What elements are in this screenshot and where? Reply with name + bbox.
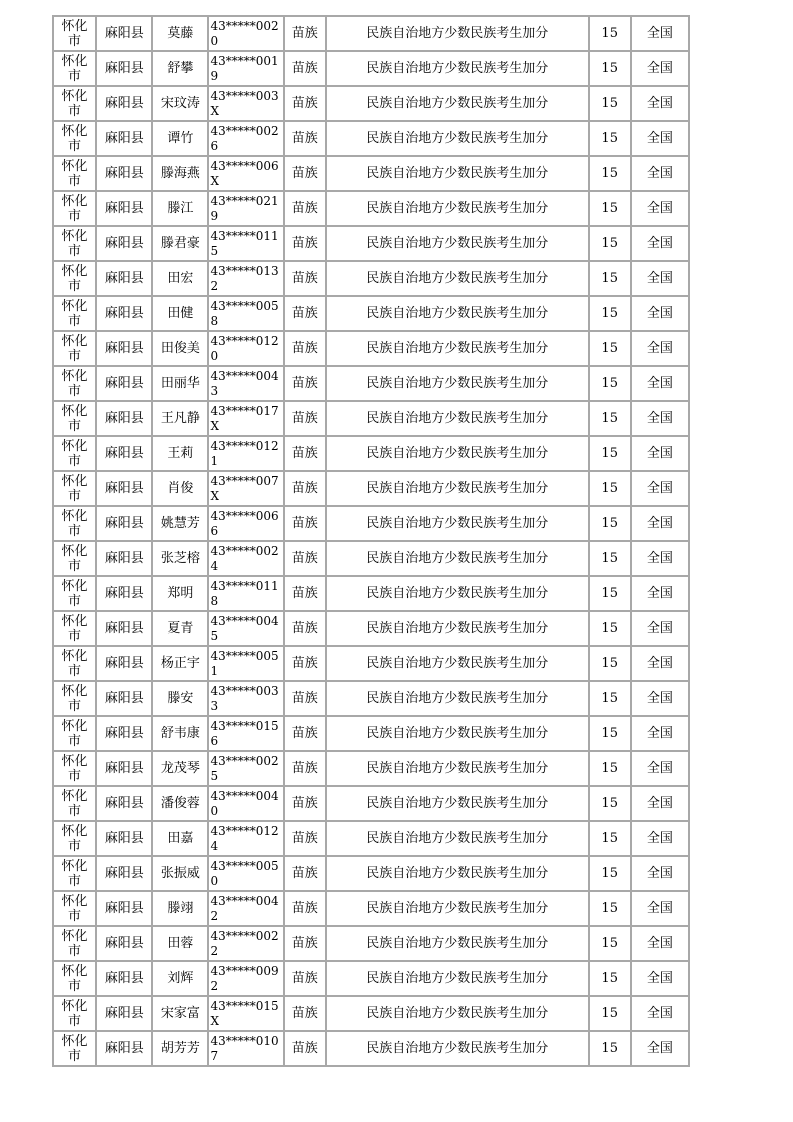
policy-cell: 民族自治地方少数民族考生加分 <box>327 87 590 122</box>
id-number-cell: 43*****007X <box>209 472 284 507</box>
ethnicity-cell: 苗族 <box>285 542 327 577</box>
bonus-score-cell: 15 <box>590 857 632 892</box>
scope-cell: 全国 <box>632 402 690 437</box>
scope-cell: 全国 <box>632 927 690 962</box>
county-cell: 麻阳县 <box>97 857 153 892</box>
ethnicity-cell: 苗族 <box>285 752 327 787</box>
bonus-score-cell: 15 <box>590 157 632 192</box>
ethnicity-cell: 苗族 <box>285 822 327 857</box>
table-row <box>54 542 690 577</box>
name-cell: 夏青 <box>153 612 209 647</box>
name-cell: 刘辉 <box>153 962 209 997</box>
bonus-score-cell: 15 <box>590 787 632 822</box>
scope-cell: 全国 <box>632 892 690 927</box>
county-cell: 麻阳县 <box>97 787 153 822</box>
ethnicity-cell: 苗族 <box>285 612 327 647</box>
id-number-cell: 43*****017X <box>209 402 284 437</box>
policy-cell: 民族自治地方少数民族考生加分 <box>327 857 590 892</box>
county-cell: 麻阳县 <box>97 1032 153 1067</box>
bonus-score-cell: 15 <box>590 822 632 857</box>
table-row <box>54 857 690 892</box>
policy-cell: 民族自治地方少数民族考生加分 <box>327 507 590 542</box>
scope-cell: 全国 <box>632 332 690 367</box>
bonus-score-cell: 15 <box>590 87 632 122</box>
id-number-cell: 43*****003X <box>209 87 284 122</box>
id-number-cell: 43*****0066 <box>209 507 284 542</box>
county-cell: 麻阳县 <box>97 227 153 262</box>
table-row <box>54 367 690 402</box>
city-cell: 怀化市 <box>54 822 97 857</box>
id-number-cell: 43*****0045 <box>209 612 284 647</box>
table-row <box>54 612 690 647</box>
id-number-cell: 43*****0107 <box>209 1032 284 1067</box>
name-cell: 杨正宇 <box>153 647 209 682</box>
id-number-cell: 43*****0042 <box>209 892 284 927</box>
table-row <box>54 437 690 472</box>
county-cell: 麻阳县 <box>97 752 153 787</box>
table-row <box>54 682 690 717</box>
policy-cell: 民族自治地方少数民族考生加分 <box>327 157 590 192</box>
city-cell: 怀化市 <box>54 612 97 647</box>
city-cell: 怀化市 <box>54 192 97 227</box>
policy-cell: 民族自治地方少数民族考生加分 <box>327 997 590 1032</box>
id-number-cell: 43*****0033 <box>209 682 284 717</box>
id-number-cell: 43*****0026 <box>209 122 284 157</box>
county-cell: 麻阳县 <box>97 612 153 647</box>
ethnicity-cell: 苗族 <box>285 297 327 332</box>
ethnicity-cell: 苗族 <box>285 997 327 1032</box>
name-cell: 莫藤 <box>153 17 209 52</box>
ethnicity-cell: 苗族 <box>285 927 327 962</box>
name-cell: 滕翊 <box>153 892 209 927</box>
city-cell: 怀化市 <box>54 717 97 752</box>
table-row <box>54 227 690 262</box>
name-cell: 田丽华 <box>153 367 209 402</box>
table-row <box>54 1032 690 1067</box>
id-number-cell: 43*****0051 <box>209 647 284 682</box>
ethnicity-cell: 苗族 <box>285 52 327 87</box>
ethnicity-cell: 苗族 <box>285 367 327 402</box>
city-cell: 怀化市 <box>54 17 97 52</box>
table-row <box>54 52 690 87</box>
id-number-cell: 43*****0043 <box>209 367 284 402</box>
table-row <box>54 262 690 297</box>
city-cell: 怀化市 <box>54 787 97 822</box>
ethnicity-cell: 苗族 <box>285 787 327 822</box>
bonus-score-cell: 15 <box>590 472 632 507</box>
scope-cell: 全国 <box>632 52 690 87</box>
id-number-cell: 43*****0024 <box>209 542 284 577</box>
name-cell: 宋家富 <box>153 997 209 1032</box>
policy-cell: 民族自治地方少数民族考生加分 <box>327 927 590 962</box>
policy-cell: 民族自治地方少数民族考生加分 <box>327 787 590 822</box>
scope-cell: 全国 <box>632 717 690 752</box>
id-number-cell: 43*****006X <box>209 157 284 192</box>
city-cell: 怀化市 <box>54 332 97 367</box>
table-row <box>54 752 690 787</box>
bonus-score-cell: 15 <box>590 1032 632 1067</box>
policy-cell: 民族自治地方少数民族考生加分 <box>327 472 590 507</box>
county-cell: 麻阳县 <box>97 192 153 227</box>
ethnicity-cell: 苗族 <box>285 87 327 122</box>
policy-cell: 民族自治地方少数民族考生加分 <box>327 122 590 157</box>
policy-cell: 民族自治地方少数民族考生加分 <box>327 892 590 927</box>
city-cell: 怀化市 <box>54 262 97 297</box>
city-cell: 怀化市 <box>54 927 97 962</box>
city-cell: 怀化市 <box>54 962 97 997</box>
name-cell: 田俊美 <box>153 332 209 367</box>
county-cell: 麻阳县 <box>97 507 153 542</box>
policy-cell: 民族自治地方少数民族考生加分 <box>327 577 590 612</box>
ethnicity-cell: 苗族 <box>285 437 327 472</box>
bonus-score-cell: 15 <box>590 262 632 297</box>
policy-cell: 民族自治地方少数民族考生加分 <box>327 332 590 367</box>
county-cell: 麻阳县 <box>97 682 153 717</box>
table-row <box>54 787 690 822</box>
bonus-score-cell: 15 <box>590 997 632 1032</box>
ethnicity-cell: 苗族 <box>285 17 327 52</box>
name-cell: 郑明 <box>153 577 209 612</box>
city-cell: 怀化市 <box>54 87 97 122</box>
city-cell: 怀化市 <box>54 752 97 787</box>
bonus-score-cell: 15 <box>590 647 632 682</box>
table-row <box>54 507 690 542</box>
bonus-points-table <box>52 15 690 1067</box>
city-cell: 怀化市 <box>54 997 97 1032</box>
bonus-score-cell: 15 <box>590 507 632 542</box>
policy-cell: 民族自治地方少数民族考生加分 <box>327 227 590 262</box>
county-cell: 麻阳县 <box>97 472 153 507</box>
city-cell: 怀化市 <box>54 857 97 892</box>
scope-cell: 全国 <box>632 577 690 612</box>
scope-cell: 全国 <box>632 752 690 787</box>
city-cell: 怀化市 <box>54 367 97 402</box>
county-cell: 麻阳县 <box>97 87 153 122</box>
county-cell: 麻阳县 <box>97 822 153 857</box>
id-number-cell: 43*****0219 <box>209 192 284 227</box>
county-cell: 麻阳县 <box>97 297 153 332</box>
ethnicity-cell: 苗族 <box>285 507 327 542</box>
ethnicity-cell: 苗族 <box>285 962 327 997</box>
city-cell: 怀化市 <box>54 122 97 157</box>
bonus-score-cell: 15 <box>590 892 632 927</box>
id-number-cell: 43*****0040 <box>209 787 284 822</box>
scope-cell: 全国 <box>632 612 690 647</box>
table-row <box>54 647 690 682</box>
city-cell: 怀化市 <box>54 227 97 262</box>
table-row <box>54 87 690 122</box>
county-cell: 麻阳县 <box>97 122 153 157</box>
ethnicity-cell: 苗族 <box>285 1032 327 1067</box>
table-row <box>54 157 690 192</box>
scope-cell: 全国 <box>632 87 690 122</box>
scope-cell: 全国 <box>632 682 690 717</box>
scope-cell: 全国 <box>632 122 690 157</box>
scope-cell: 全国 <box>632 437 690 472</box>
ethnicity-cell: 苗族 <box>285 192 327 227</box>
id-number-cell: 43*****0120 <box>209 332 284 367</box>
policy-cell: 民族自治地方少数民族考生加分 <box>327 17 590 52</box>
name-cell: 潘俊蓉 <box>153 787 209 822</box>
ethnicity-cell: 苗族 <box>285 857 327 892</box>
scope-cell: 全国 <box>632 857 690 892</box>
name-cell: 龙茂琴 <box>153 752 209 787</box>
name-cell: 滕江 <box>153 192 209 227</box>
bonus-score-cell: 15 <box>590 17 632 52</box>
policy-cell: 民族自治地方少数民族考生加分 <box>327 682 590 717</box>
name-cell: 王莉 <box>153 437 209 472</box>
name-cell: 宋玟涛 <box>153 87 209 122</box>
policy-cell: 民族自治地方少数民族考生加分 <box>327 542 590 577</box>
scope-cell: 全国 <box>632 507 690 542</box>
ethnicity-cell: 苗族 <box>285 332 327 367</box>
name-cell: 滕海燕 <box>153 157 209 192</box>
id-number-cell: 43*****0050 <box>209 857 284 892</box>
ethnicity-cell: 苗族 <box>285 402 327 437</box>
city-cell: 怀化市 <box>54 297 97 332</box>
ethnicity-cell: 苗族 <box>285 577 327 612</box>
policy-cell: 民族自治地方少数民族考生加分 <box>327 52 590 87</box>
name-cell: 谭竹 <box>153 122 209 157</box>
county-cell: 麻阳县 <box>97 367 153 402</box>
scope-cell: 全国 <box>632 997 690 1032</box>
bonus-score-cell: 15 <box>590 367 632 402</box>
city-cell: 怀化市 <box>54 507 97 542</box>
county-cell: 麻阳县 <box>97 717 153 752</box>
bonus-score-cell: 15 <box>590 752 632 787</box>
bonus-score-cell: 15 <box>590 612 632 647</box>
policy-cell: 民族自治地方少数民族考生加分 <box>327 1032 590 1067</box>
county-cell: 麻阳县 <box>97 927 153 962</box>
policy-cell: 民族自治地方少数民族考生加分 <box>327 262 590 297</box>
bonus-score-cell: 15 <box>590 927 632 962</box>
policy-cell: 民族自治地方少数民族考生加分 <box>327 192 590 227</box>
table-row <box>54 17 690 52</box>
city-cell: 怀化市 <box>54 437 97 472</box>
scope-cell: 全国 <box>632 542 690 577</box>
id-number-cell: 43*****015X <box>209 997 284 1032</box>
table-row <box>54 927 690 962</box>
id-number-cell: 43*****0025 <box>209 752 284 787</box>
id-number-cell: 43*****0121 <box>209 437 284 472</box>
scope-cell: 全国 <box>632 192 690 227</box>
scope-cell: 全国 <box>632 1032 690 1067</box>
scope-cell: 全国 <box>632 647 690 682</box>
policy-cell: 民族自治地方少数民族考生加分 <box>327 367 590 402</box>
table-row <box>54 962 690 997</box>
bonus-score-cell: 15 <box>590 717 632 752</box>
county-cell: 麻阳县 <box>97 157 153 192</box>
name-cell: 张芝榕 <box>153 542 209 577</box>
name-cell: 滕君豪 <box>153 227 209 262</box>
county-cell: 麻阳县 <box>97 577 153 612</box>
id-number-cell: 43*****0092 <box>209 962 284 997</box>
name-cell: 滕安 <box>153 682 209 717</box>
scope-cell: 全国 <box>632 472 690 507</box>
ethnicity-cell: 苗族 <box>285 647 327 682</box>
city-cell: 怀化市 <box>54 682 97 717</box>
scope-cell: 全国 <box>632 787 690 822</box>
policy-cell: 民族自治地方少数民族考生加分 <box>327 822 590 857</box>
name-cell: 胡芳芳 <box>153 1032 209 1067</box>
scope-cell: 全国 <box>632 262 690 297</box>
scope-cell: 全国 <box>632 297 690 332</box>
policy-cell: 民族自治地方少数民族考生加分 <box>327 647 590 682</box>
name-cell: 姚慧芳 <box>153 507 209 542</box>
county-cell: 麻阳县 <box>97 52 153 87</box>
id-number-cell: 43*****0022 <box>209 927 284 962</box>
city-cell: 怀化市 <box>54 52 97 87</box>
policy-cell: 民族自治地方少数民族考生加分 <box>327 612 590 647</box>
table-row <box>54 192 690 227</box>
name-cell: 田蓉 <box>153 927 209 962</box>
ethnicity-cell: 苗族 <box>285 122 327 157</box>
county-cell: 麻阳县 <box>97 542 153 577</box>
scope-cell: 全国 <box>632 227 690 262</box>
county-cell: 麻阳县 <box>97 262 153 297</box>
city-cell: 怀化市 <box>54 892 97 927</box>
id-number-cell: 43*****0124 <box>209 822 284 857</box>
city-cell: 怀化市 <box>54 647 97 682</box>
city-cell: 怀化市 <box>54 402 97 437</box>
scope-cell: 全国 <box>632 17 690 52</box>
name-cell: 舒韦康 <box>153 717 209 752</box>
table-row <box>54 332 690 367</box>
table-body <box>54 17 690 1067</box>
table-row <box>54 577 690 612</box>
ethnicity-cell: 苗族 <box>285 892 327 927</box>
city-cell: 怀化市 <box>54 472 97 507</box>
policy-cell: 民族自治地方少数民族考生加分 <box>327 962 590 997</box>
ethnicity-cell: 苗族 <box>285 157 327 192</box>
name-cell: 田嘉 <box>153 822 209 857</box>
policy-cell: 民族自治地方少数民族考生加分 <box>327 437 590 472</box>
name-cell: 肖俊 <box>153 472 209 507</box>
city-cell: 怀化市 <box>54 157 97 192</box>
name-cell: 王凡静 <box>153 402 209 437</box>
bonus-score-cell: 15 <box>590 542 632 577</box>
county-cell: 麻阳县 <box>97 892 153 927</box>
table-row <box>54 402 690 437</box>
id-number-cell: 43*****0019 <box>209 52 284 87</box>
policy-cell: 民族自治地方少数民族考生加分 <box>327 297 590 332</box>
county-cell: 麻阳县 <box>97 962 153 997</box>
name-cell: 田健 <box>153 297 209 332</box>
name-cell: 张振威 <box>153 857 209 892</box>
table-row <box>54 822 690 857</box>
ethnicity-cell: 苗族 <box>285 682 327 717</box>
ethnicity-cell: 苗族 <box>285 472 327 507</box>
bonus-score-cell: 15 <box>590 297 632 332</box>
city-cell: 怀化市 <box>54 542 97 577</box>
scope-cell: 全国 <box>632 962 690 997</box>
county-cell: 麻阳县 <box>97 437 153 472</box>
table-row <box>54 472 690 507</box>
id-number-cell: 43*****0118 <box>209 577 284 612</box>
county-cell: 麻阳县 <box>97 997 153 1032</box>
name-cell: 舒攀 <box>153 52 209 87</box>
id-number-cell: 43*****0020 <box>209 17 284 52</box>
bonus-score-cell: 15 <box>590 122 632 157</box>
id-number-cell: 43*****0132 <box>209 262 284 297</box>
table-row <box>54 717 690 752</box>
id-number-cell: 43*****0156 <box>209 717 284 752</box>
bonus-score-cell: 15 <box>590 437 632 472</box>
scope-cell: 全国 <box>632 367 690 402</box>
bonus-score-cell: 15 <box>590 52 632 87</box>
id-number-cell: 43*****0115 <box>209 227 284 262</box>
bonus-score-cell: 15 <box>590 192 632 227</box>
bonus-score-cell: 15 <box>590 577 632 612</box>
ethnicity-cell: 苗族 <box>285 717 327 752</box>
id-number-cell: 43*****0058 <box>209 297 284 332</box>
county-cell: 麻阳县 <box>97 402 153 437</box>
county-cell: 麻阳县 <box>97 332 153 367</box>
scope-cell: 全国 <box>632 822 690 857</box>
bonus-score-cell: 15 <box>590 332 632 367</box>
city-cell: 怀化市 <box>54 577 97 612</box>
table-row <box>54 122 690 157</box>
city-cell: 怀化市 <box>54 1032 97 1067</box>
county-cell: 麻阳县 <box>97 647 153 682</box>
ethnicity-cell: 苗族 <box>285 227 327 262</box>
table-row <box>54 892 690 927</box>
table-row <box>54 997 690 1032</box>
policy-cell: 民族自治地方少数民族考生加分 <box>327 717 590 752</box>
bonus-score-cell: 15 <box>590 682 632 717</box>
policy-cell: 民族自治地方少数民族考生加分 <box>327 402 590 437</box>
scope-cell: 全国 <box>632 157 690 192</box>
table-row <box>54 297 690 332</box>
bonus-score-cell: 15 <box>590 962 632 997</box>
ethnicity-cell: 苗族 <box>285 262 327 297</box>
policy-cell: 民族自治地方少数民族考生加分 <box>327 752 590 787</box>
name-cell: 田宏 <box>153 262 209 297</box>
county-cell: 麻阳县 <box>97 17 153 52</box>
bonus-score-cell: 15 <box>590 402 632 437</box>
bonus-score-cell: 15 <box>590 227 632 262</box>
